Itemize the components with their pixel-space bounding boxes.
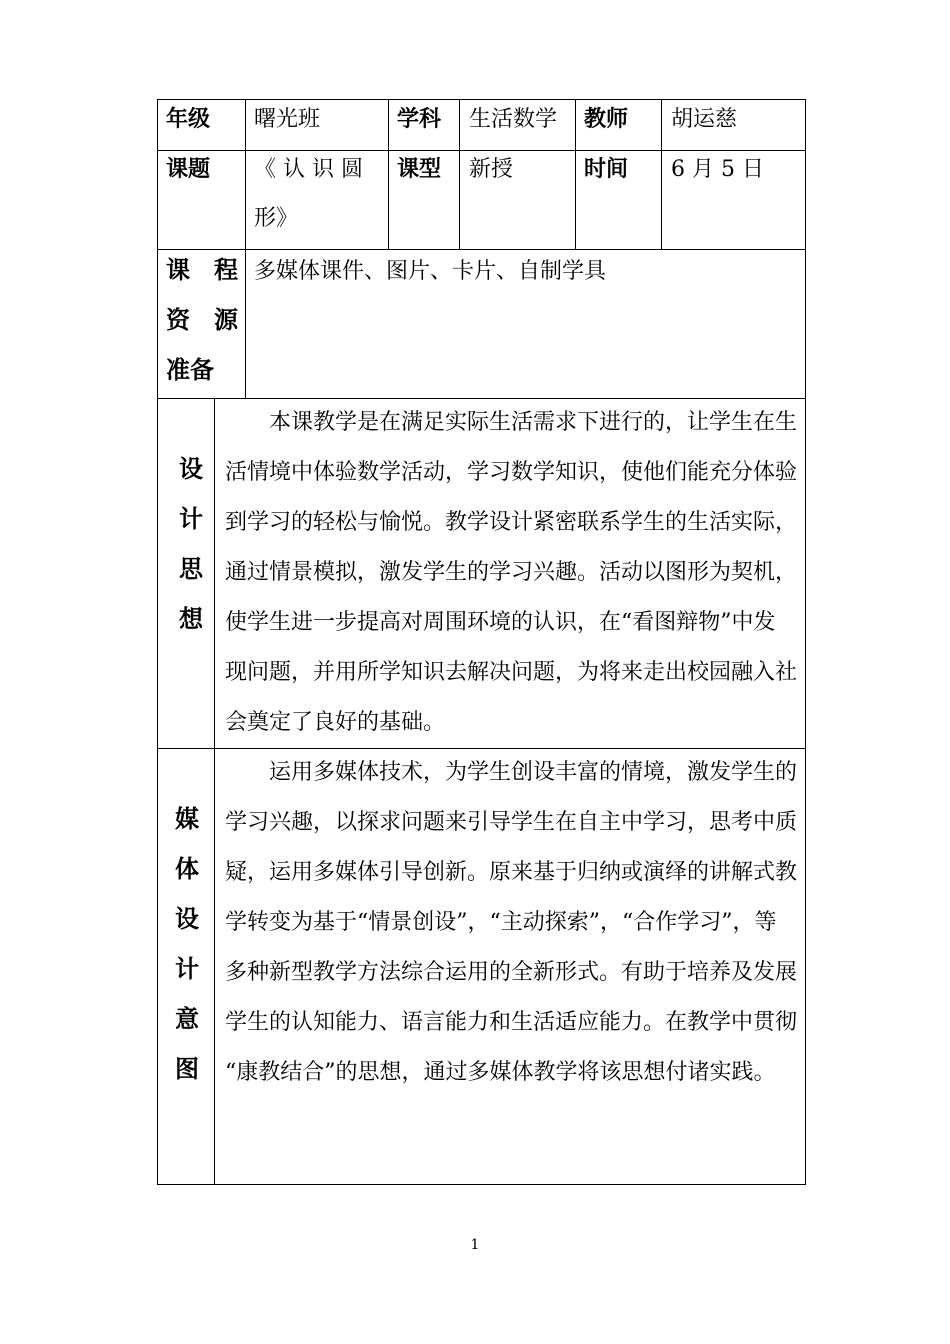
grade-value: 曙光班 bbox=[254, 107, 321, 132]
teacher-label: 教师 bbox=[584, 107, 629, 132]
design-line: 现问题，并用所学知识去解决问题，为将来走出校园融入社 bbox=[225, 660, 798, 685]
design-line: 使学生进一步提高对周围环境的认识，在“看图辩物”中发 bbox=[225, 610, 776, 635]
design-label bbox=[171, 444, 211, 644]
media-label-char: 设 bbox=[175, 905, 199, 933]
subject-label: 学科 bbox=[397, 107, 442, 132]
media-line: 学习兴趣，以探求问题来引导学生在自主中学习，思考中质 bbox=[225, 810, 798, 835]
media-text bbox=[225, 748, 797, 1098]
table-border-row2 bbox=[157, 249, 806, 250]
table-col-divider-resources bbox=[245, 249, 246, 399]
design-label-char: 想 bbox=[179, 605, 203, 633]
page-number: 1 bbox=[470, 1237, 480, 1253]
table-col-divider-2 bbox=[388, 99, 389, 249]
resources-label-line2: 资 源 bbox=[166, 306, 238, 334]
teacher-value: 胡运慈 bbox=[671, 107, 738, 132]
resources-label-line3: 准备 bbox=[166, 356, 214, 384]
media-label-char: 媒 bbox=[175, 805, 199, 833]
table-border-row1 bbox=[157, 150, 806, 151]
media-line: 疑，运用多媒体引导创新。原来基于归纳或演绎的讲解式教 bbox=[225, 860, 798, 885]
subject-value: 生活数学 bbox=[469, 107, 558, 132]
media-label bbox=[167, 794, 207, 1094]
design-label-char: 设 bbox=[179, 455, 203, 483]
media-line: 多种新型教学方法综合运用的全新形式。有助于培养及发展 bbox=[225, 960, 798, 985]
table-border-bottom bbox=[157, 1184, 806, 1185]
table-col-divider-3 bbox=[459, 99, 460, 249]
table-border-top bbox=[157, 99, 806, 100]
media-label-char: 计 bbox=[175, 955, 199, 983]
resources-value: 多媒体课件、图片、卡片、自制学具 bbox=[254, 259, 607, 284]
design-text bbox=[225, 398, 797, 748]
time-value: 6 月 5 日 bbox=[671, 157, 764, 182]
media-label-char: 图 bbox=[175, 1055, 199, 1083]
media-line: 学转变为基于“情景创设”，“主动探索”，“合作学习”，等 bbox=[225, 910, 777, 935]
design-line: 到学习的轻松与愉悦。教学设计紧密联系学生的生活实际， bbox=[225, 510, 798, 535]
table-border-left bbox=[157, 99, 158, 1185]
time-label: 时间 bbox=[584, 157, 629, 182]
design-label-char: 计 bbox=[179, 505, 203, 533]
table-col-divider-4 bbox=[575, 99, 576, 249]
design-line: 活情境中体验数学活动，学习数学知识，使他们能充分体验 bbox=[225, 460, 798, 485]
topic-value-line1: 《 认 识 圆 bbox=[254, 157, 363, 182]
design-label-char: 思 bbox=[179, 555, 203, 583]
grade-label: 年级 bbox=[166, 107, 211, 132]
media-line: “康教结合”的思想，通过多媒体教学将该思想付诸实践。 bbox=[225, 1060, 776, 1085]
media-line: 运用多媒体技术，为学生创设丰富的情境，激发学生的 bbox=[269, 760, 798, 785]
design-line: 本课教学是在满足实际生活需求下进行的，让学生在生 bbox=[269, 410, 798, 435]
design-line: 会奠定了良好的基础。 bbox=[225, 710, 446, 735]
table-border-right bbox=[805, 99, 806, 1185]
design-line: 通过情景模拟，激发学生的学习兴趣。活动以图形为契机， bbox=[225, 560, 798, 585]
type-label: 课型 bbox=[397, 157, 442, 182]
table-col-divider-5 bbox=[661, 99, 662, 249]
resources-label-line1: 课 程 bbox=[166, 256, 238, 284]
topic-value-line2: 形》 bbox=[254, 206, 299, 231]
topic-label: 课题 bbox=[166, 157, 211, 182]
type-value: 新授 bbox=[469, 157, 514, 182]
media-label-char: 意 bbox=[175, 1005, 199, 1033]
media-label-char: 体 bbox=[175, 855, 199, 883]
media-line: 学生的认知能力、语言能力和生活适应能力。在教学中贯彻 bbox=[225, 1010, 798, 1035]
table-col-divider-1 bbox=[245, 99, 246, 249]
table-col-divider-lower bbox=[214, 398, 215, 1185]
